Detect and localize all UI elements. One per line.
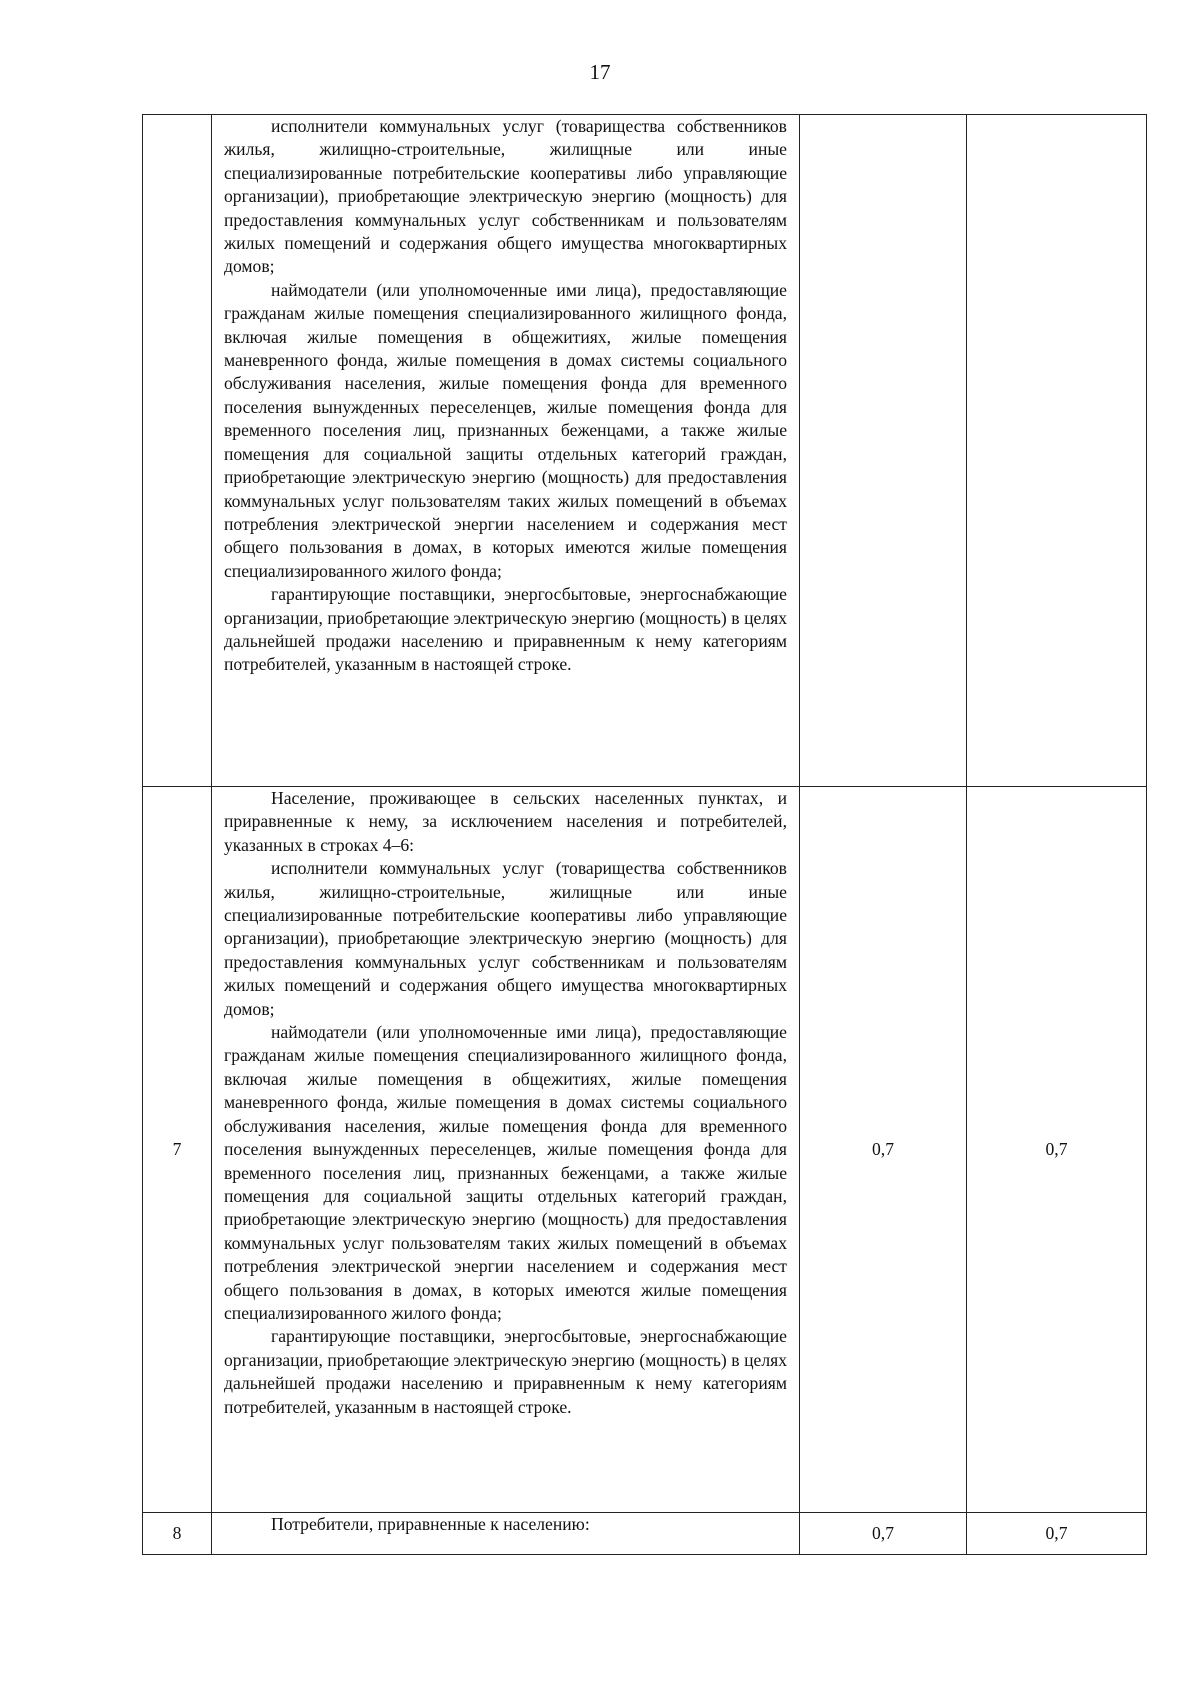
row-number: 7 [143,787,212,1513]
tariff-table [142,114,1147,1555]
coefficient-value-1: 0,7 [800,787,967,1513]
coefficient-value-2: 0,7 [967,787,1147,1513]
coefficient-value-1 [800,115,967,787]
description-paragraph: Потребители, приравненные к населению: [271,1514,590,1534]
table-row [143,115,1147,787]
description-paragraph: гарантирующие поставщики, энергосбытовые, энергоснабжающие организации, приобретающие электрическую энергию (мощность) в целях дальнейшей продажи населению и приравненным к нему категориям потребителей, указанным в настоящей строке. [224,1326,787,1417]
table-row [143,1513,1147,1555]
page-number: 17 [589,60,611,84]
row-number [143,115,212,787]
consumer-description [212,115,800,787]
description-paragraph: Население, проживающее в сельских населенных пунктах, и приравненные к нему, за исключением населения и потребителей, указанных в строках 4–6: [224,788,787,855]
description-paragraph: гарантирующие поставщики, энергосбытовые, энергоснабжающие организации, приобретающие электрическую энергию (мощность) в целях дальнейшей продажи населению и приравненным к нему категориям потребителей, указанным в настоящей строке. [224,584,787,675]
table-body [143,115,1147,1555]
consumer-description [212,787,800,1513]
description-paragraph: исполнители коммунальных услуг (товарищества собственников жилья, жилищно-строительные, жилищные или иные специализированные потребительские кооперативы либо управляющие организации), приобретающие электрическую энергию (мощность) для предоставления коммунальных услуг собственникам и пользователям жилых помещений и содержания общего имущества многоквартирных домов; [224,858,787,1019]
description-paragraph: наймодатели (или уполномоченные ими лица), предоставляющие гражданам жилые помещения специализированного жилищного фонда, включая жилые помещения в общежитиях, жилые помещения маневренного фонда, жилые помещения в домах системы социального обслуживания населения, жилые помещения фонда для временного поселения вынужденных переселенцев, жилые помещения фонда для временного поселения лиц, признанных беженцами, а также жилые помещения для социальной защиты отдельных категорий граждан, приобретающие электрическую энергию (мощность) для предоставления коммунальных услуг пользователям таких жилых помещений в объемах потребления электрической энергии населением и содержания мест общего пользования в домах, в которых имеются жилые помещения специализированного жилого фонда; [224,279,787,581]
coefficient-value-1: 0,7 [800,1513,967,1555]
coefficient-value-2: 0,7 [967,1513,1147,1555]
coefficient-value-2 [967,115,1147,787]
consumer-description [212,1513,800,1555]
table-row [143,787,1147,1513]
row-number: 8 [143,1513,212,1555]
description-paragraph: наймодатели (или уполномоченные ими лица), предоставляющие гражданам жилые помещения специализированного жилищного фонда, включая жилые помещения в общежитиях, жилые помещения маневренного фонда, жилые помещения в домах системы социального обслуживания населения, жилые помещения фонда для временного поселения вынужденных переселенцев, жилые помещения фонда для временного поселения лиц, признанных беженцами, а также жилые помещения для социальной защиты отдельных категорий граждан, приобретающие электрическую энергию (мощность) для предоставления коммунальных услуг пользователям таких жилых помещений в объемах потребления электрической энергии населением и содержания мест общего пользования в домах, в которых имеются жилые помещения специализированного жилого фонда; [224,1022,787,1323]
description-paragraph: исполнители коммунальных услуг (товарищества собственников жилья, жилищно-строительные, жилищные или иные специализированные потребительские кооперативы либо управляющие организации), приобретающие электрическую энергию (мощность) для предоставления коммунальных услуг собственникам и пользователям жилых помещений и содержания общего имущества многоквартирных домов; [224,116,787,277]
